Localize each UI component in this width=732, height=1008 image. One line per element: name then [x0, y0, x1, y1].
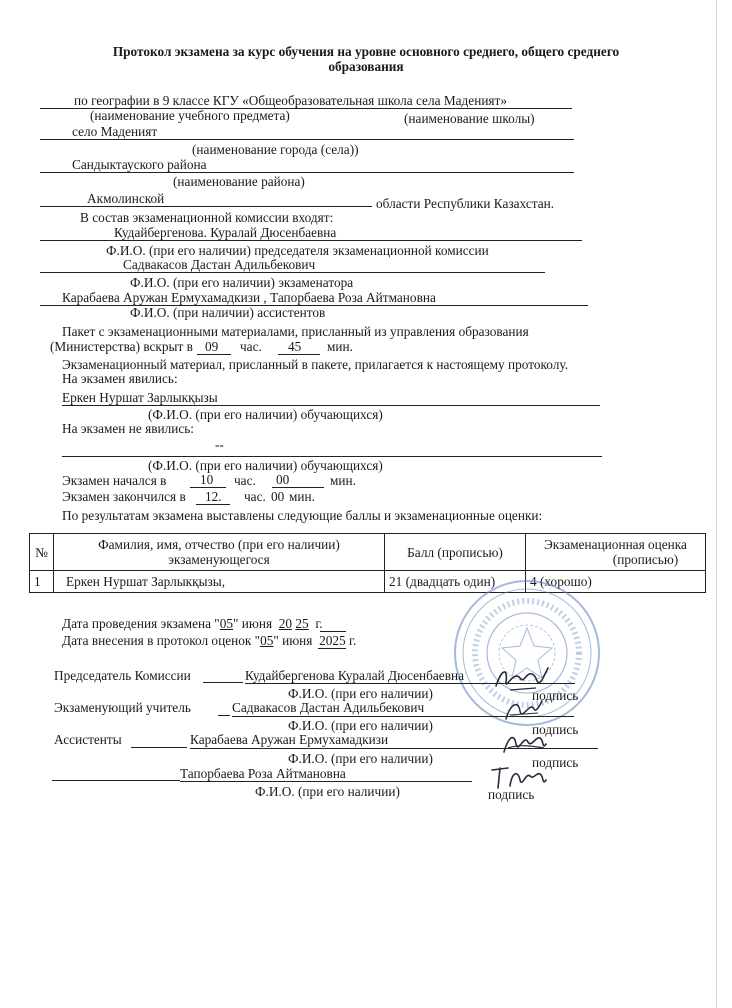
commission-chair-caption: Ф.И.О. (при его наличии) председателя экзаменационной комиссии [106, 243, 489, 258]
chair-prefix-underline [203, 682, 243, 683]
present-caption: (Ф.И.О. (при его наличии) обучающихся) [148, 407, 383, 422]
package-minute: 45 [288, 339, 302, 354]
absent-label: На экзамен не явились: [62, 421, 194, 436]
exam-day: 05 [219, 616, 234, 631]
header-name-line1: Фамилия, имя, отчество (при его наличии) [98, 537, 340, 552]
assistant2-fio-caption: Ф.И.О. (при его наличии) [255, 784, 400, 799]
entry-date-mid: " июня [273, 633, 313, 648]
assistant2-signature-name: Тапорбаева Роза Айтмановна [180, 766, 346, 781]
entry-month-underline [318, 648, 346, 649]
entry-date-prefix: Дата внесения в протокол оценок " [62, 633, 261, 648]
package-hour-underline [197, 354, 231, 355]
header-grade-line1: Экзаменационная оценка [544, 537, 687, 552]
header-grade [526, 534, 706, 571]
subject-caption: (наименование учебного предмета) [90, 108, 290, 123]
assistant2-prefix-underline [52, 780, 180, 781]
header-name [54, 534, 385, 571]
header-num: № [30, 534, 54, 571]
examiner-signature-label: Экзаменующий учитель [54, 700, 191, 715]
scan-edge [716, 0, 717, 1008]
package-attached-note: Экзаменационный материал, присланный в пакете, прилагается к настоящему протоколу. [62, 357, 569, 372]
chair-underline [40, 240, 582, 241]
assistant1-fio-caption: Ф.И.О. (при его наличии) [288, 751, 433, 766]
district-underline [40, 172, 574, 173]
end-hour-label: час. [244, 489, 266, 504]
present-names: Еркен Нуршат Зарлыкқызы [62, 390, 218, 405]
school-caption: (наименование школы) [404, 111, 535, 126]
commission-intro: В состав экзаменационной комиссии входят: [80, 210, 334, 225]
package-minute-label: мин. [327, 339, 353, 354]
row-name: Еркен Нуршат Зарлыкқызы, [54, 571, 385, 593]
district-caption: (наименование района) [173, 174, 305, 189]
table-row [30, 571, 706, 593]
commission-assistants-names: Карабаева Аружан Ермухамадкизи , Тапорбаева Роза Айтмановна [62, 290, 436, 305]
commission-assistants-caption: Ф.И.О. (при наличии) ассистентов [130, 305, 326, 320]
header-name-line2: экзаменующегося [168, 552, 270, 567]
absent-value: -- [215, 437, 224, 452]
end-hour: 12. [205, 489, 222, 504]
end-minute: 00 [271, 489, 285, 504]
examiner-sign-caption: подпись [532, 722, 579, 737]
assistant1-signature-icon [500, 726, 550, 760]
city-value: село Маденият [72, 124, 158, 139]
end-minute-label: мин. [289, 489, 315, 504]
results-table-header [30, 534, 706, 571]
package-line1: Пакет с экзаменационными материалами, присланный из управления образования [62, 324, 529, 339]
chair-signature-name: Кудайбергенова Куралай Дюсенбаевна [245, 668, 464, 683]
exam-year-a: 20 [278, 616, 293, 631]
chair-signature-icon [492, 660, 552, 696]
start-minute-label: мин. [330, 473, 356, 488]
package-hour-label: час. [240, 339, 262, 354]
subject-school-value: по географии в 9 классе КГУ «Общеобразовательная школа села Маденият» [74, 93, 508, 108]
region-value: Акмолинской [87, 191, 165, 206]
package-line2-prefix: (Министерства) вскрыт в [50, 339, 193, 354]
examiner-underline [40, 272, 545, 273]
end-hour-underline [196, 504, 230, 505]
absent-underline [62, 456, 602, 457]
city-caption: (наименование города (села)) [192, 142, 359, 157]
assistant2-signature-icon [488, 760, 550, 794]
city-underline [40, 139, 574, 140]
start-minute-underline [272, 487, 324, 488]
exam-date-prefix: Дата проведения экзамена " [62, 616, 220, 631]
results-intro: По результатам экзамена выставлены следующие баллы и экзаменационные оценки: [62, 508, 543, 523]
assistant2-sign-caption: подпись [488, 787, 535, 802]
commission-chair-name: Кудайбергенова. Куралай Дюсенбаевна [114, 225, 337, 240]
assistant1-sign-caption: подпись [532, 755, 579, 770]
examiner-fio-caption: Ф.И.О. (при его наличии) [288, 718, 433, 733]
present-underline [62, 405, 600, 406]
row-grade: 4 (хорошо) [526, 571, 706, 593]
entry-date [62, 633, 356, 648]
assistant1-signature-name: Карабаева Аружан Ермухамадкизи [190, 732, 389, 747]
header-score: Балл (прописью) [385, 534, 526, 571]
document-title-line1: Протокол экзамена за курс обучения на уровне основного среднего, общего среднего [112, 44, 620, 59]
start-hour-label: час. [234, 473, 256, 488]
present-label: На экзамен явились: [62, 371, 178, 386]
exam-year-suffix: г. [315, 616, 323, 631]
commission-examiner-caption: Ф.И.О. (при его наличии) экзаменатора [130, 275, 354, 290]
absent-caption: (Ф.И.О. (при его наличии) обучающихся) [148, 458, 383, 473]
region-suffix: области Республики Казахстан. [376, 196, 555, 211]
examiner-signature-name: Садвакасов Дастан Адильбекович [232, 700, 425, 715]
row-score: 21 (двадцать один) [385, 571, 526, 593]
start-hour: 10 [200, 472, 214, 487]
exam-date-mid: " июня [233, 616, 273, 631]
row-num: 1 [30, 571, 54, 593]
examiner-prefix-underline [218, 715, 230, 716]
document-title-line2: образования [328, 59, 404, 74]
exam-date [62, 616, 323, 631]
assistants-signature-label: Ассистенты [54, 732, 122, 747]
end-prefix: Экзамен закончился в [62, 489, 186, 504]
package-hour: 09 [205, 339, 219, 354]
assistant2-name-underline [180, 781, 472, 782]
exam-month-underline [320, 631, 346, 632]
entry-day: 05 [260, 633, 274, 648]
commission-examiner-name: Садвакасов Дастан Адильбекович [123, 257, 316, 272]
chair-fio-caption: Ф.И.О. (при его наличии) [288, 686, 433, 701]
assistants-prefix-underline [131, 747, 187, 748]
district-value: Сандыктауского района [72, 157, 207, 172]
package-minute-underline [278, 354, 320, 355]
exam-year-b: 25 [295, 616, 309, 631]
examiner-signature-icon [500, 695, 546, 727]
region-underline [40, 206, 372, 207]
start-minute: 00 [276, 472, 290, 487]
start-hour-underline [190, 487, 226, 488]
start-prefix: Экзамен начался в [62, 473, 167, 488]
chair-signature-label: Председатель Комиссии [54, 668, 191, 683]
chair-sign-caption: подпись [532, 688, 579, 703]
entry-year: 2025 г. [319, 633, 357, 648]
header-grade-line2: (прописью) [612, 552, 679, 567]
results-table [29, 533, 706, 593]
